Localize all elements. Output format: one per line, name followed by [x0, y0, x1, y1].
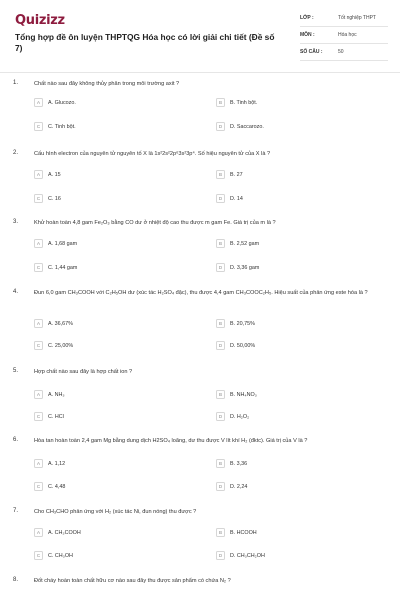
question-text: Hợp chất nào sau đây là hợp chất ion ?: [34, 369, 133, 375]
option-text: B. NH₄NO₃: [230, 391, 257, 398]
option-letter-badge: C: [34, 412, 43, 421]
meta-row-class: [300, 10, 388, 27]
answer-option-d[interactable]: [216, 340, 255, 351]
option-letter-badge: C: [34, 194, 43, 203]
answer-option-d[interactable]: [216, 262, 259, 273]
question-text: Cấu hình electron của nguyên tử nguyên tố X là 1s²2s²2p⁶3s²3p⁴. Số hiệu nguyên tử của X là ?: [34, 151, 271, 157]
option-letter-badge: D: [216, 341, 225, 350]
option-letter-badge: A: [34, 319, 43, 328]
answer-option-d[interactable]: [216, 411, 249, 422]
question-text: Cho CH₃CHO phản ứng với H₂ (xúc tác Ni, đun nóng) thu được ?: [34, 509, 197, 515]
option-letter-badge: A: [34, 459, 43, 468]
meta-value: Hóa học: [338, 32, 357, 38]
answer-option-d[interactable]: [216, 121, 264, 132]
question-text: Chất nào sau đây không thủy phân trong môi trường axit ?: [34, 81, 180, 87]
option-letter-badge: C: [34, 482, 43, 491]
question-number: 7.: [13, 508, 19, 514]
option-letter-badge: D: [216, 263, 225, 272]
meta-value: 50: [338, 49, 344, 55]
meta-row-subject: [300, 27, 388, 44]
answer-option-c[interactable]: [34, 193, 61, 204]
option-letter-badge: D: [216, 482, 225, 491]
question-number: 5.: [13, 368, 19, 374]
option-text: D. 2,24: [230, 483, 248, 490]
answer-option-c[interactable]: [34, 550, 73, 561]
option-text: C. 1,44 gam: [48, 264, 78, 271]
meta-label: LỚP :: [300, 15, 314, 21]
answer-option-a[interactable]: [34, 169, 61, 180]
quizizz-logo: Quizizz: [15, 13, 65, 28]
option-text: B. 20,75%: [230, 320, 255, 327]
option-text: D. Saccarozo.: [230, 123, 264, 130]
option-text: A. 1,12: [48, 460, 66, 467]
meta-row-count: [300, 44, 388, 61]
worksheet-meta: [300, 10, 388, 61]
question-text: Đốt cháy hoàn toàn chất hữu cơ nào sau đây thu được sản phẩm có chứa N₂ ?: [34, 578, 231, 584]
answer-option-a[interactable]: [34, 97, 76, 108]
option-letter-badge: D: [216, 412, 225, 421]
answer-option-b[interactable]: [216, 318, 255, 329]
option-text: A. CH₃COOH: [48, 529, 81, 536]
option-letter-badge: B: [216, 170, 225, 179]
option-letter-badge: A: [34, 528, 43, 537]
question-number: 4.: [13, 289, 19, 295]
question-number: 6.: [13, 437, 19, 443]
question-text: Khử hoàn toàn 4,8 gam Fe₂O₃ bằng CO dư ở nhiệt độ cao thu được m gam Fe. Giá trị của m là ?: [34, 220, 276, 226]
worksheet-header: [0, 0, 400, 75]
option-letter-badge: C: [34, 122, 43, 131]
option-text: A. 1,68 gam: [48, 240, 78, 247]
option-letter-badge: B: [216, 459, 225, 468]
option-letter-badge: B: [216, 528, 225, 537]
option-text: C. Tinh bột.: [48, 123, 76, 130]
answer-option-c[interactable]: [34, 340, 73, 351]
question-number: 2.: [13, 150, 19, 156]
answer-option-c[interactable]: [34, 411, 64, 422]
answer-option-d[interactable]: [216, 481, 247, 492]
option-letter-badge: C: [34, 263, 43, 272]
answer-option-a[interactable]: [34, 238, 77, 249]
question-number: 3.: [13, 219, 19, 225]
option-letter-badge: A: [34, 390, 43, 399]
meta-value: Tốt nghiệp THPT: [338, 15, 376, 21]
question-text: Đun 6,0 gam CH₃COOH với C₂H₅OH dư (xúc tác H₂SO₄ đặc), thu được 4,4 gam CH₃COOC₂H₅. Hiệu suất của phản ứng este hóa là ?: [34, 290, 368, 296]
answer-option-d[interactable]: [216, 193, 243, 204]
answer-option-c[interactable]: [34, 121, 76, 132]
option-text: C. 25,00%: [48, 342, 74, 349]
option-letter-badge: A: [34, 239, 43, 248]
option-text: D. 14: [230, 195, 243, 202]
answer-option-a[interactable]: [34, 318, 73, 329]
option-text: D. CH₃CH₂OH: [230, 552, 265, 559]
option-letter-badge: B: [216, 239, 225, 248]
option-text: B. 2,52 gam: [230, 240, 260, 247]
option-text: C. 4,48: [48, 483, 66, 490]
answer-option-a[interactable]: [34, 527, 81, 538]
option-letter-badge: A: [34, 170, 43, 179]
answer-option-b[interactable]: [216, 169, 243, 180]
option-letter-badge: C: [34, 341, 43, 350]
question-text: Hòa tan hoàn toàn 2,4 gam Mg bằng dung dịch H2SO₄ loãng, dư thu được V lít khí H₂ (đktc). Giá trị của V là ?: [34, 438, 308, 444]
option-text: C. CH₃OH: [48, 552, 73, 559]
option-text: A. 36,67%: [48, 320, 73, 327]
answer-option-b[interactable]: [216, 458, 247, 469]
header-divider: [0, 72, 400, 73]
option-letter-badge: D: [216, 122, 225, 131]
option-text: C. HCl: [48, 413, 64, 420]
answer-option-b[interactable]: [216, 389, 257, 400]
worksheet-title: Tổng hợp đề ôn luyện THPTQG Hóa học có lời giải chi tiết (Đề số 7): [15, 32, 275, 53]
option-text: D. 50,00%: [230, 342, 256, 349]
option-letter-badge: B: [216, 390, 225, 399]
option-text: B. HCOOH: [230, 529, 257, 536]
option-text: D. H₂O₂: [230, 413, 250, 420]
option-text: D. 3,36 gam: [230, 264, 260, 271]
answer-option-a[interactable]: [34, 389, 65, 400]
option-text: A. 15: [48, 171, 61, 178]
option-text: A. Glucozo.: [48, 99, 76, 106]
answer-option-b[interactable]: [216, 238, 259, 249]
answer-option-c[interactable]: [34, 262, 77, 273]
answer-option-c[interactable]: [34, 481, 65, 492]
option-text: C. 16: [48, 195, 61, 202]
option-letter-badge: D: [216, 194, 225, 203]
option-text: B. Tinh bột.: [230, 99, 258, 106]
option-text: B. 3,36: [230, 460, 248, 467]
option-letter-badge: C: [34, 551, 43, 560]
option-text: A. NH₃: [48, 391, 65, 398]
answer-option-a[interactable]: [34, 458, 65, 469]
question-number: 8.: [13, 577, 19, 583]
meta-label: SỐ CÂU :: [300, 49, 323, 55]
option-letter-badge: D: [216, 551, 225, 560]
answer-option-b[interactable]: [216, 97, 257, 108]
answer-option-d[interactable]: [216, 550, 265, 561]
answer-option-b[interactable]: [216, 527, 257, 538]
option-letter-badge: B: [216, 319, 225, 328]
option-letter-badge: A: [34, 98, 43, 107]
option-text: B. 27: [230, 171, 243, 178]
option-letter-badge: B: [216, 98, 225, 107]
question-number: 1.: [13, 80, 19, 86]
meta-label: MÔN :: [300, 32, 315, 38]
